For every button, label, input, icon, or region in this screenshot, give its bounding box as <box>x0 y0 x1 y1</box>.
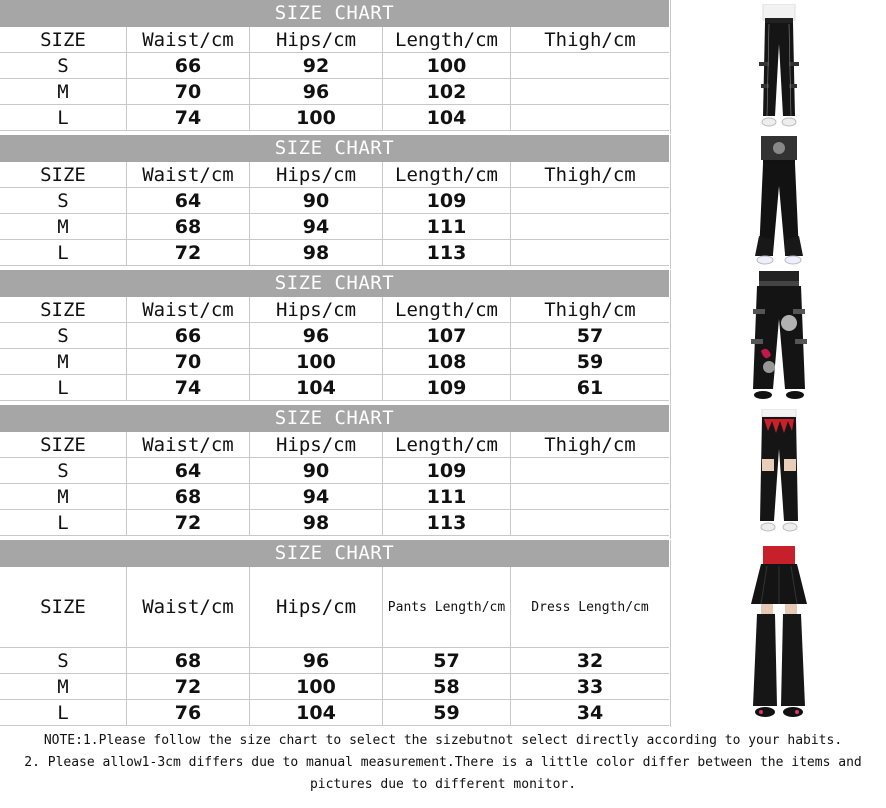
measurement-cell: 94 <box>250 214 383 239</box>
size-table <box>0 540 669 726</box>
column-header: Length/cm <box>383 162 511 187</box>
size-label: S <box>0 53 127 78</box>
note-line-2: 2. Please allow1-3cm differs due to manual measurement.There is a little color differ between the items and <box>24 755 862 770</box>
column-header: Dress Length/cm <box>531 599 649 615</box>
size-label: M <box>0 484 127 509</box>
header-row <box>0 297 669 323</box>
size-table <box>0 270 669 401</box>
measurement-cell: 66 <box>127 53 250 78</box>
size-table <box>0 405 669 536</box>
table-row <box>0 214 669 240</box>
skirt-with-leg-warmers-photo <box>737 546 821 722</box>
measurement-cell: 70 <box>127 79 250 104</box>
size-chart-3 <box>0 270 886 405</box>
measurement-cell: 98 <box>250 240 383 265</box>
measurement-cell: 100 <box>250 105 383 130</box>
measurement-cell <box>511 240 669 265</box>
measurement-cell: 59 <box>383 700 511 725</box>
column-header: Waist/cm <box>127 567 250 647</box>
measurement-cell: 57 <box>576 324 604 347</box>
size-label: M <box>0 214 127 239</box>
measurement-cell <box>511 188 669 213</box>
measurement-cell <box>511 79 669 104</box>
table-row <box>0 700 669 726</box>
measurement-cell: 59 <box>576 350 604 373</box>
flame-cutout-jeans-photo <box>744 409 814 535</box>
table-row <box>0 375 669 401</box>
table-row <box>0 349 669 375</box>
product-photo <box>670 135 886 269</box>
measurement-cell: 90 <box>250 188 383 213</box>
table-row <box>0 53 669 79</box>
measurement-cell: 100 <box>250 674 383 699</box>
measurement-cell: 92 <box>250 53 383 78</box>
column-header: Length/cm <box>383 27 511 52</box>
column-header: Length/cm <box>383 432 511 457</box>
measurement-cell: 109 <box>383 375 511 400</box>
size-label: S <box>0 458 127 483</box>
measurement-cell: 113 <box>383 240 511 265</box>
size-label: M <box>0 674 127 699</box>
measurement-cell: 104 <box>250 375 383 400</box>
measurement-cell: 76 <box>127 700 250 725</box>
column-header: Hips/cm <box>250 567 383 647</box>
column-header: Hips/cm <box>250 27 383 52</box>
size-chart-5 <box>0 540 886 728</box>
size-label: S <box>0 648 127 673</box>
product-photo <box>670 540 886 727</box>
size-label: M <box>0 349 127 374</box>
column-header: SIZE <box>0 567 127 647</box>
measurement-cell: 100 <box>250 349 383 374</box>
measurement-cell: 104 <box>250 700 383 725</box>
column-header: Hips/cm <box>250 432 383 457</box>
measurement-cell: 64 <box>127 458 250 483</box>
size-table <box>0 0 669 131</box>
measurement-cell <box>511 484 669 509</box>
size-table <box>0 135 669 266</box>
measurement-cell: 32 <box>576 649 604 672</box>
table-row <box>0 648 669 674</box>
measurement-cell: 61 <box>576 376 604 399</box>
chart-title: SIZE CHART <box>0 135 669 162</box>
measurement-cell: 34 <box>576 701 604 724</box>
measurement-cell: 96 <box>250 323 383 348</box>
chart-title: SIZE CHART <box>0 405 669 432</box>
measurement-cell: 72 <box>127 674 250 699</box>
black-print-cargo-pants-photo <box>739 271 819 403</box>
measurement-cell: 68 <box>127 214 250 239</box>
table-row <box>0 105 669 131</box>
size-label: S <box>0 188 127 213</box>
measurement-cell: 100 <box>383 53 511 78</box>
column-header: Thigh/cm <box>544 298 636 321</box>
chart-title: SIZE CHART <box>0 0 669 27</box>
column-header: Hips/cm <box>250 297 383 322</box>
measurement-cell: 58 <box>383 674 511 699</box>
table-row <box>0 674 669 700</box>
size-chart-1 <box>0 0 886 135</box>
measurement-cell <box>511 214 669 239</box>
table-row <box>0 79 669 105</box>
size-label: L <box>0 240 127 265</box>
size-label: S <box>0 323 127 348</box>
size-label: L <box>0 510 127 535</box>
chart-title: SIZE CHART <box>0 270 669 297</box>
header-row <box>0 162 669 188</box>
table-row <box>0 484 669 510</box>
column-header: SIZE <box>0 162 127 187</box>
size-label: L <box>0 105 127 130</box>
header-row <box>0 567 669 648</box>
table-row <box>0 240 669 266</box>
column-header: Waist/cm <box>127 297 250 322</box>
measurement-cell: 98 <box>250 510 383 535</box>
product-photo <box>670 405 886 539</box>
black-flared-jeans-photo <box>739 136 819 268</box>
measurement-cell: 94 <box>250 484 383 509</box>
measurement-cell <box>511 510 669 535</box>
note <box>0 730 886 796</box>
measurement-cell: 74 <box>127 105 250 130</box>
chart-title: SIZE CHART <box>0 540 669 567</box>
column-header: Hips/cm <box>250 162 383 187</box>
measurement-cell: 72 <box>127 510 250 535</box>
measurement-cell <box>511 53 669 78</box>
size-chart-4 <box>0 405 886 540</box>
measurement-cell: 109 <box>383 188 511 213</box>
measurement-cell: 104 <box>383 105 511 130</box>
black-cargo-pants-with-straps-photo <box>739 4 819 130</box>
measurement-cell: 96 <box>250 648 383 673</box>
column-header: Waist/cm <box>127 27 250 52</box>
column-header: Waist/cm <box>127 432 250 457</box>
header-row <box>0 432 669 458</box>
table-row <box>0 458 669 484</box>
measurement-cell: 68 <box>127 484 250 509</box>
measurement-cell: 111 <box>383 484 511 509</box>
measurement-cell: 64 <box>127 188 250 213</box>
column-header: SIZE <box>0 297 127 322</box>
measurement-cell: 108 <box>383 349 511 374</box>
measurement-cell: 111 <box>383 214 511 239</box>
measurement-cell: 96 <box>250 79 383 104</box>
measurement-cell: 90 <box>250 458 383 483</box>
column-header: SIZE <box>0 27 127 52</box>
size-label: M <box>0 79 127 104</box>
size-chart-2 <box>0 135 886 270</box>
table-row <box>0 510 669 536</box>
measurement-cell: 107 <box>383 323 511 348</box>
measurement-cell: 68 <box>127 648 250 673</box>
size-label: L <box>0 700 127 725</box>
measurement-cell: 33 <box>576 675 604 698</box>
size-label: L <box>0 375 127 400</box>
measurement-cell: 72 <box>127 240 250 265</box>
column-header: Thigh/cm <box>544 433 636 456</box>
measurement-cell: 66 <box>127 323 250 348</box>
measurement-cell: 102 <box>383 79 511 104</box>
measurement-cell <box>511 458 669 483</box>
column-header: SIZE <box>0 432 127 457</box>
product-photo <box>670 0 886 134</box>
note-line-3: pictures due to different monitor. <box>309 777 577 792</box>
measurement-cell: 70 <box>127 349 250 374</box>
measurement-cell <box>511 105 669 130</box>
column-header: Waist/cm <box>127 162 250 187</box>
column-header: Pants Length/cm <box>383 567 511 647</box>
column-header: Length/cm <box>383 297 511 322</box>
header-row <box>0 27 669 53</box>
measurement-cell: 57 <box>383 648 511 673</box>
note-line-1: NOTE:1.Please follow the size chart to select the sizebutnot select directly according to your habits. <box>43 733 843 748</box>
measurement-cell: 113 <box>383 510 511 535</box>
measurement-cell: 109 <box>383 458 511 483</box>
measurement-cell: 74 <box>127 375 250 400</box>
table-row <box>0 188 669 214</box>
product-photo <box>670 270 886 404</box>
column-header: Thigh/cm <box>544 163 636 186</box>
table-row <box>0 323 669 349</box>
column-header: Thigh/cm <box>544 28 636 51</box>
